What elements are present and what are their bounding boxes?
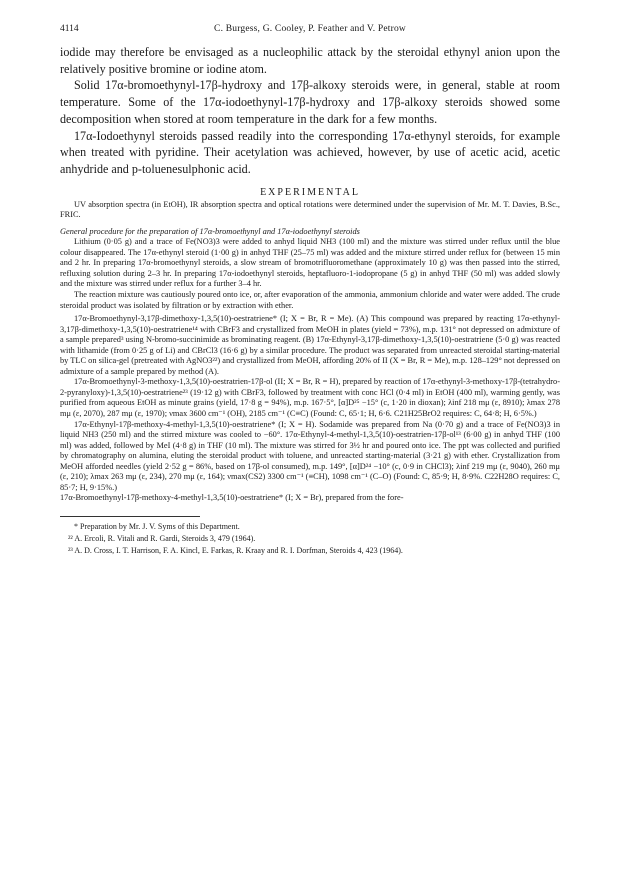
footnote-23: ²³ A. D. Cross, I. T. Harrison, F. A. Kincl, E. Farkas, R. Kraay and R. I. Dorfman, Steroids 4, 423 (1964). [68, 546, 403, 556]
intro-paragraph-3: 17α-Iodoethynyl steroids passed readily into the corresponding 17α-ethynyl steroids, for example when treated with pyridine. Their acetylation was achieved, however, by use of acetic acid, acetic anhydride and p-toluenesulphonic acid. [60, 128, 560, 176]
intro-paragraph-1: iodide may therefore be envisaged as a nucleophilic attack by the steroidal ethynyl anion upon the relatively positive bromine or iodine atom. [60, 45, 560, 76]
intro-paragraph-2: Solid 17α-bromoethynyl-17β-hydroxy and 17β-alkoxy steroids were, in general, stable at room temperature. Some of the 17α-iodoethynyl-17β-hydroxy and 17β-alkoxy steroids showed some decomposition when stored at room temperature in the dark for a few months. [60, 78, 560, 126]
page-header [60, 24, 560, 38]
procedure-paragraph-2: The reaction mixture was cautiously poured onto ice, or, after evaporation of the ammonia, ammonium chloride and water were added. The crude steroidal product was isolated by filtration or by extraction with ether. [60, 290, 560, 310]
page-body [60, 44, 560, 558]
procedure-paragraph-1: Lithium (0·05 g) and a trace of Fe(NO3)3 were added to anhyd liquid NH3 (100 ml) and the mixture was stirred under reflux until the blue colour disappeared. The 17α-ethynyl steroid (1·00 g) in anhyd THF (25–75 ml) was added and the mixture stirred under reflux for (between 15 min and 2 hr. In preparing 17α-bromoethynyl steroids, a slow stream of bromotrifluoromethane (approximately 10 g) was then passed into the stirred, refluxing solution during 2–3 hr. In preparing 17α-iodoethynyl steroids, heptafluoro-1-iodopropane (5 g) in anhyd THF (50 ml) was added slowly and the mixture was stirred under reflux for a further 3–4 hr. [60, 237, 560, 289]
compound-1-paragraph: 17α-Bromoethynyl-3,17β-dimethoxy-1,3,5(10)-oestratriene* (I; X = Br, R = Me). (A) This compound was prepared by reacting 17α-ethynyl-3,17β-dimethoxy-1,3,5(10)-oestratriene¹⁴ with CBrF3 and crystallized from MeOH in plates (yield = 73%), m.p. 131° not depressed on admixture of a sample prepared³ using N-bromo-succinimide as brominating reagent. (B) 17α-Ethynyl-3,17β-dimethoxy-1,3,5(10)-oestratriene (5·0 g) was reacted with lithamide (from 0·25 g of Li) and CBrCl3 (16·6 g) by a similar procedure. The product was separated from unreacted steroidal starting-material by TLC on silica-gel (pretreated with AgNO3²²) and crystallized from MeOH, affording 20% of II (X = Br, R = Me), m.p. 128–129° not depressed on admixture of a sample prepared by method (A). [60, 314, 560, 376]
page-number: 4114 [60, 24, 79, 34]
footnote-22: ²² A. Ercoli, R. Vitali and R. Gardi, Steroids 3, 479 (1964). [68, 534, 256, 544]
footnote-star: * Preparation by Mr. J. V. Syms of this Department. [74, 521, 240, 531]
running-head: C. Burgess, G. Cooley, P. Feather and V. Petrow [214, 24, 406, 34]
section-heading: EXPERIMENTAL [260, 186, 360, 198]
footnote-rule [60, 516, 200, 517]
procedure-heading [60, 227, 560, 238]
compound-3-paragraph: 17α-Ethynyl-17β-methoxy-4-methyl-1,3,5(10)-oestratriene* (I; X = H). Sodamide was prepared from Na (0·70 g) and a trace of Fe(NO3)3 in liquid NH3 (250 ml) and the stirred mixture was cooled to −60°. 17α-Ethynyl-4-methyl-1,3,5(10)-oestratrien-17β-ol¹³ (6·00 g) in anhyd THF (100 ml) was added, followed by MeI (4·8 g) in THF (10 ml). The mixture was stirred for 3½ hr and poured onto ice. The ppt was collected and purified by chromatography on alumina, eluting the steroidal product with toluene, and unreacted starting-material (3·21 g) with ether. Crystallization from MeOH afforded needles (yield 2·52 g = 86%, based on 17β-ol consumed), m.p. 149°, [α]D²⁴ −10° (c, 0·9 in CHCl3); λinf 219 mμ (ε, 9040), 260 mμ (ε, 210); λmax 263 mμ (ε, 234), 270 mμ (ε, 164); νmax(CS2) 3300 cm⁻¹ (≡CH), 1098 cm⁻¹ (C–O) (Found: C, 85·9; H, 8·9%. C22H28O requires: C, 85·7; H, 9·15%.) [60, 419, 560, 492]
compound-4-paragraph: 17α-Bromoethynyl-17β-methoxy-4-methyl-1,3,5(10)-oestratriene* (I; X = Br), prepared from the fore- [60, 493, 404, 503]
instruments-paragraph: UV absorption spectra (in EtOH), IR absorption spectra and optical rotations were determined under the supervision of Mr. M. T. Davies, B.Sc., FRIC. [60, 199, 560, 220]
compound-2-paragraph: 17α-Bromoethynyl-3-methoxy-1,3,5(10)-oestratrien-17β-ol (II; X = Br, R = H), prepared by reaction of 17α-ethynyl-3-methoxy-17β-(tetrahydro-2-pyranyloxy)-1,3,5(10)-oestratriene²³ (19·12 g) with CBrF3, followed by treatment with conc HCl (0·4 ml) in EtOH (400 ml), warming gently, was purified from aqueous EtOH as minute grains (yield, 17·8 g = 94%), m.p. 167·5°, [α]D²⁵ −15° (c, 1·20 in dioxan); λinf 218 mμ (ε, 8910); λmax 278 mμ (ε, 2070), 287 mμ (ε, 1970); νmax 3600 cm⁻¹ (OH), 2185 cm⁻¹ (C≡C) (Found: C, 65·1; H, 6·6. C21H25BrO2 requires: C, 64·8; H, 6·5%.) [60, 377, 560, 419]
procedure-heading-text: General procedure for the preparation of 17α-bromoethynyl and 17α-iodoethynyl steroids [60, 226, 360, 236]
